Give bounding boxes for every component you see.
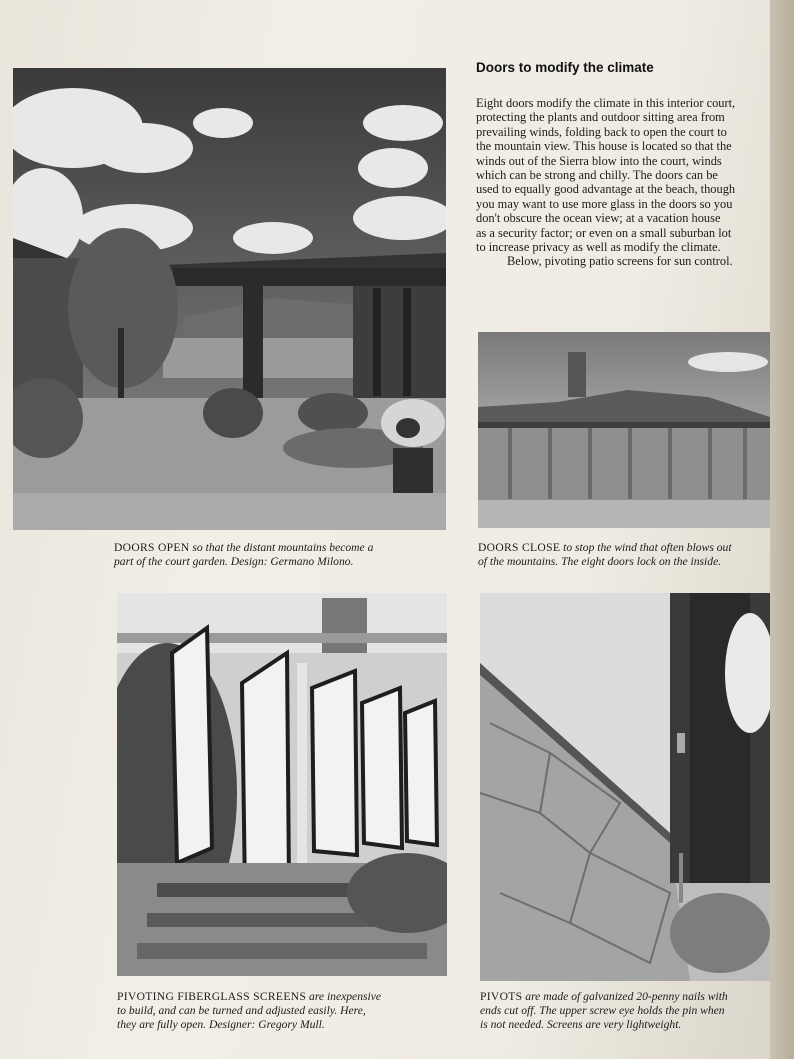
article-heading: Doors to modify the climate	[476, 60, 654, 75]
pivot-photo	[480, 593, 770, 981]
caption-doors-close	[478, 541, 778, 569]
body-line: to increase privacy as well as modify the climate.	[476, 240, 721, 255]
body-line: which can be strong and chilly. The doors can be	[476, 168, 718, 183]
body-line: winds out of the Sierra blow into the court, winds	[476, 153, 722, 168]
caption-text: are inexpensive	[309, 990, 382, 1003]
caption-lead: DOORS CLOSE	[478, 541, 561, 554]
body-line: protecting the plants and outdoor sitting area from	[476, 110, 725, 125]
caption-text: to build, and can be turned and adjusted easily. Here,	[117, 1004, 366, 1017]
caption-text: of the mountains. The eight doors lock on the inside.	[478, 555, 722, 568]
caption-lead: DOORS OPEN	[114, 541, 190, 554]
body-line: used to equally good advantage at the beach, though	[476, 182, 736, 197]
caption-pivoting	[117, 990, 457, 1032]
body-line: as a security factor; or even on a small suburban lot	[476, 225, 732, 240]
page-edge	[770, 0, 794, 1059]
caption-text: ends cut off. The upper screw eye holds the pin when	[480, 1004, 725, 1017]
caption-doors-open	[114, 541, 454, 569]
body-line: prevailing winds, folding back to open the court to	[476, 124, 727, 139]
caption-text: is not needed. Screens are very lightweight.	[480, 1018, 682, 1031]
caption-text: are made of galvanized 20-penny nails with	[525, 990, 728, 1003]
body-line: you may want to use more glass in the doors so you	[476, 196, 733, 211]
caption-text: they are fully open. Designer: Gregory Mull.	[117, 1018, 325, 1031]
house-photo	[478, 332, 770, 528]
caption-text: so that the distant mountains become a	[192, 541, 374, 554]
article-body	[476, 96, 776, 269]
caption-lead: PIVOTS	[480, 990, 523, 1003]
body-line: Eight doors modify the climate in this interior court,	[476, 96, 736, 110]
courtyard-photo	[13, 68, 446, 530]
body-line: the mountain view. This house is located so that the	[476, 139, 732, 154]
caption-text: part of the court garden. Design: Germano Milono.	[114, 555, 354, 568]
screens-photo	[117, 593, 447, 976]
caption-text: to stop the wind that often blows out	[563, 541, 732, 554]
body-line: Below, pivoting patio screens for sun control.	[507, 254, 733, 269]
caption-lead: PIVOTING FIBERGLASS SCREENS	[117, 990, 307, 1003]
caption-pivots	[480, 990, 780, 1032]
body-line: don't obscure the ocean view; at a vacation house	[476, 211, 721, 226]
